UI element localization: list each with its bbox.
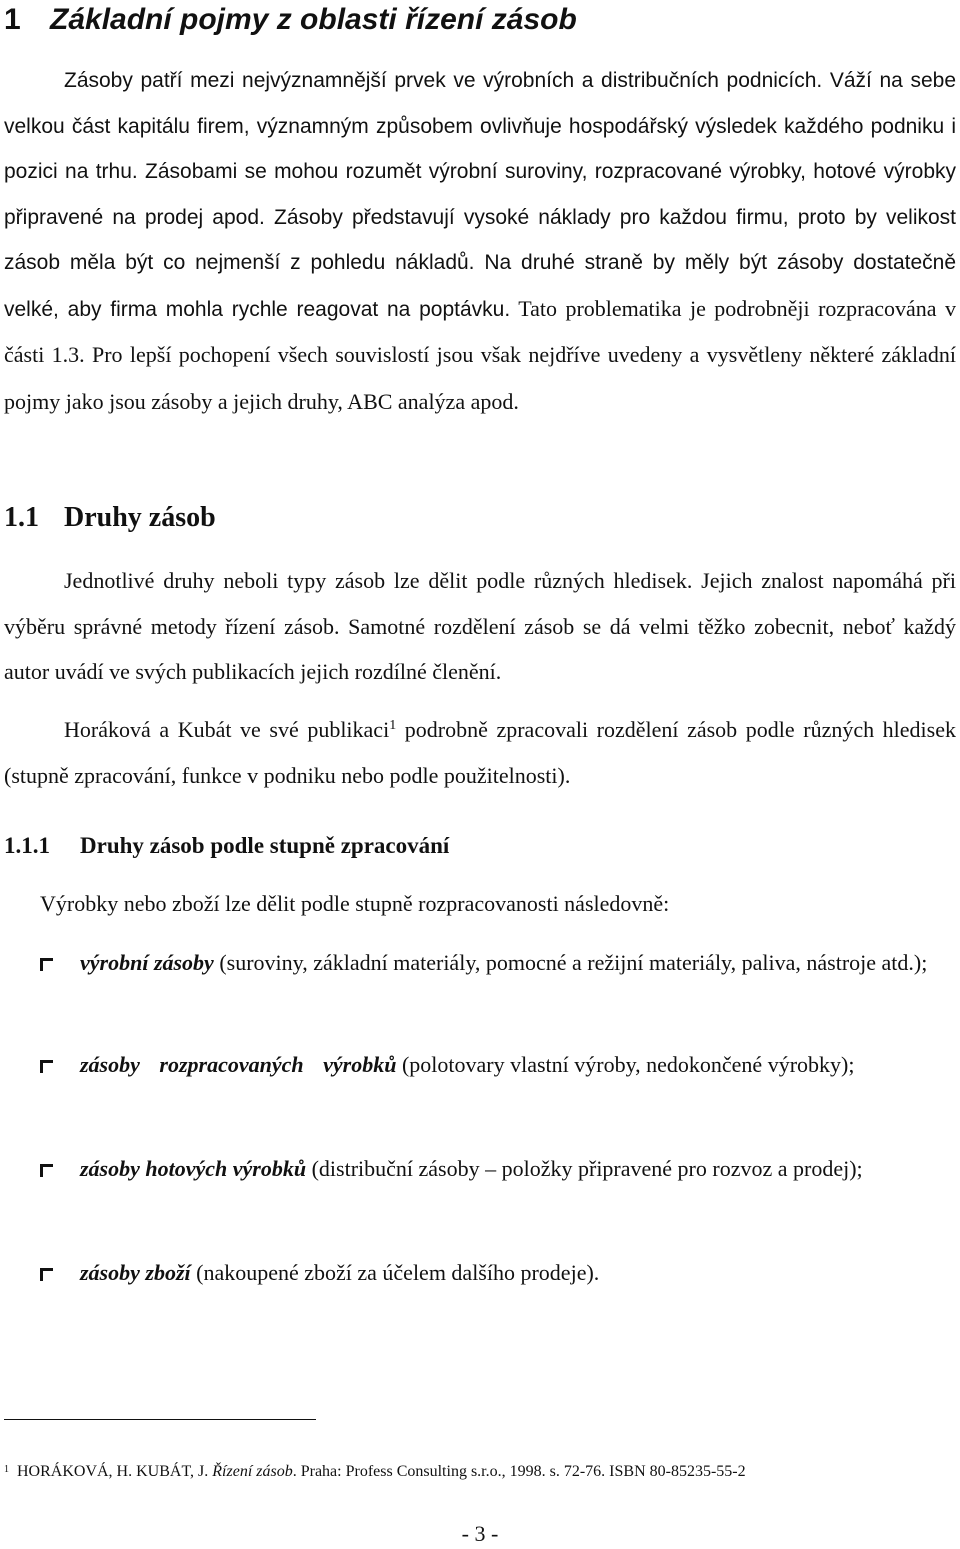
intro-sentence-4: Tato problematika je podrobněji rozpracována v části 1.3. Pro lepší pochopení všech souvislostí jsou však nejdříve uvedeny a vysvětleny některé základní pojmy jako jsou zásoby a jejich druhy, ABC analýza apod. xyxy=(4,295,956,414)
section-paragraph-2-end: podrobně zpracovali rozdělení zásob podle různých hledisek (stupně zpracování, funkce v podniku nebo podle použitelnosti). xyxy=(4,717,956,788)
section-paragraph-2-start: Horáková a Kubát ve své publikaci xyxy=(64,717,390,742)
section-paragraph-2 xyxy=(4,707,956,798)
intro-sentence-1: Zásoby patří mezi nejvýznamnější prvek ve výrobních a distribučních podnicích. Váží na sebe velkou část kapitálu firem, významným způsobem ovlivňuje hospodářský výsledek každého podniku i pozici na trhu. xyxy=(4,69,956,183)
square-bullet-icon xyxy=(40,1268,53,1281)
footnote-mark: 1 xyxy=(4,1464,9,1475)
footnote-reference[interactable]: 1 xyxy=(389,718,397,733)
list-item-term: výrobní zásoby xyxy=(80,950,214,975)
page-number: - 3 - xyxy=(461,1521,499,1546)
footnote-authors: HORÁKOVÁ, H. KUBÁT, J. xyxy=(17,1463,213,1480)
footnote xyxy=(4,1460,746,1484)
subsection-intro: Výrobky nebo zboží lze dělit podle stupně rozpracovanosti následovně: xyxy=(40,891,670,916)
list-item-text xyxy=(80,1250,956,1295)
list-item-description: (suroviny, základní materiály, pomocné a režijní materiály, paliva, nástroje atd.); xyxy=(213,950,928,975)
intro-sentence-3: Zásoby představují vysoké náklady pro každou firmu, proto by velikost zásob měla být co nejmenší z pohledu nákladů. Na druhé straně by měly být zásoby dostatečně velké, aby firma mohla rychle reagovat na poptávku. xyxy=(4,205,957,321)
footnote-separator xyxy=(4,1419,316,1420)
section-number: 1.1 xyxy=(4,502,39,533)
chapter-number: 1 xyxy=(4,3,21,36)
section-title: Druhy zásob xyxy=(64,502,216,533)
footnote-title: Řízení zásob xyxy=(212,1463,293,1480)
section-paragraph-1: Jednotlivé druhy neboli typy zásob lze dělit podle různých hledisek. Jejich znalost napomáhá při výběru správné metody řízení zásob. Samotné rozdělení zásob se dá velmi těžko zobecnit, neboť každý autor uvádí ve svých publikacích jejich rozdílné členění. xyxy=(4,568,956,684)
chapter-title: Základní pojmy z oblasti řízení zásob xyxy=(50,3,577,36)
square-bullet-icon xyxy=(40,1060,53,1073)
intro-sentence-2: Zásobami se mohou rozumět výrobní suroviny, rozpracované výrobky, hotové výrobky připravené na prodej apod. xyxy=(4,160,956,229)
section-heading xyxy=(4,498,216,538)
list-item-text xyxy=(80,1146,956,1191)
square-bullet-icon xyxy=(40,1164,53,1177)
footnote-publication: . Praha: Profess Consulting s.r.o., 1998. s. 72-76. ISBN 80-85235-55-2 xyxy=(292,1463,746,1480)
square-bullet-icon xyxy=(40,958,53,971)
list-item-term: zásoby rozpracovaných výrobků xyxy=(80,1052,397,1077)
subsection-heading xyxy=(4,828,449,864)
intro-paragraph xyxy=(4,58,956,425)
list-item-description: (distribuční zásoby – položky připravené pro rozvoz a prodej); xyxy=(306,1156,863,1181)
list-item-description: (nakoupené zboží za účelem dalšího prodeje). xyxy=(190,1260,600,1285)
subsection-title: Druhy zásob podle stupně zpracování xyxy=(80,833,450,858)
chapter-heading xyxy=(4,0,577,40)
list-item-text xyxy=(80,1042,956,1087)
list-item-text xyxy=(80,940,956,985)
list-item-description: (polotovary vlastní výroby, nedokončené výrobky); xyxy=(396,1052,855,1077)
list-item-term: zásoby zboží xyxy=(80,1260,191,1285)
list-item-term: zásoby hotových výrobků xyxy=(80,1156,307,1181)
subsection-number: 1.1.1 xyxy=(4,833,50,858)
